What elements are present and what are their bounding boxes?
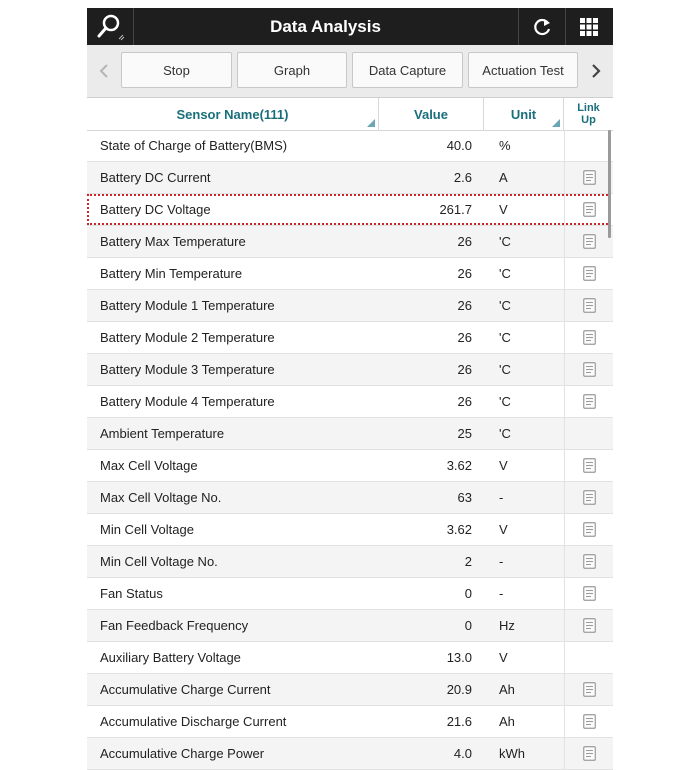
- column-header-unit-label: Unit: [510, 106, 537, 122]
- sensor-name: Max Cell Voltage No.: [100, 490, 222, 505]
- document-icon: [583, 682, 596, 697]
- sensor-name: Accumulative Charge Power: [100, 746, 265, 761]
- link-up-cell[interactable]: [564, 738, 613, 769]
- link-up-cell[interactable]: [564, 226, 613, 257]
- table-row[interactable]: [87, 386, 613, 418]
- sensor-unit: %: [499, 138, 511, 153]
- document-icon: [583, 266, 596, 281]
- sensor-name: Battery DC Voltage: [100, 202, 211, 217]
- sensor-value: 26: [457, 298, 472, 313]
- sort-icon: [552, 119, 560, 127]
- page-title: Data Analysis: [270, 17, 381, 36]
- sensor-value: 26: [457, 266, 472, 281]
- column-header-unit[interactable]: [484, 98, 564, 130]
- sensor-value: 26: [457, 394, 472, 409]
- sensor-name: Ambient Temperature: [100, 426, 225, 441]
- table-row[interactable]: [87, 354, 613, 386]
- sensor-name: Battery Module 2 Temperature: [100, 330, 275, 345]
- sensor-unit: 'C: [499, 234, 511, 249]
- link-up-cell[interactable]: [564, 546, 613, 577]
- table-row[interactable]: [87, 514, 613, 546]
- document-icon: [583, 394, 596, 409]
- sensor-unit: kWh: [499, 746, 525, 761]
- sensor-name: Fan Feedback Frequency: [100, 618, 249, 633]
- sensor-value: 2.6: [453, 170, 472, 185]
- sensor-value: 2: [464, 554, 472, 569]
- sensor-unit: -: [499, 586, 504, 601]
- column-header-value: [379, 98, 484, 130]
- document-icon: [583, 202, 596, 217]
- link-up-cell: [564, 642, 613, 673]
- document-icon: [583, 618, 596, 633]
- sensor-name: Battery Max Temperature: [100, 234, 246, 249]
- sensor-unit: 'C: [499, 426, 511, 441]
- sensor-value: 3.62: [446, 522, 472, 537]
- table-row[interactable]: [87, 578, 613, 610]
- chevron-left-icon: [98, 63, 110, 79]
- sensor-value: 26: [457, 234, 472, 249]
- sensor-value: 261.7: [439, 202, 472, 217]
- search-icon: [95, 12, 125, 42]
- link-up-cell[interactable]: [564, 482, 613, 513]
- document-icon: [583, 746, 596, 761]
- table-header: [87, 98, 613, 131]
- sensor-name: Accumulative Charge Current: [100, 682, 271, 697]
- sensor-name: Battery Module 1 Temperature: [100, 298, 275, 313]
- sensor-table: [87, 130, 613, 770]
- sensor-value: 26: [457, 330, 472, 345]
- column-header-link-line2: Up: [581, 114, 596, 126]
- sensor-value: 25: [457, 426, 472, 441]
- link-up-cell[interactable]: [564, 578, 613, 609]
- sensor-name: Accumulative Discharge Current: [100, 714, 287, 729]
- chevron-right-icon: [590, 63, 602, 79]
- sensor-value: 63: [457, 490, 472, 505]
- sensor-unit: V: [499, 202, 508, 217]
- link-up-cell: [564, 418, 613, 449]
- table-row[interactable]: [87, 322, 613, 354]
- column-header-link-line1: Link: [577, 102, 600, 114]
- sensor-unit: -: [499, 554, 504, 569]
- sensor-value: 3.62: [446, 458, 472, 473]
- column-header-value-label: Value: [414, 106, 448, 122]
- grid-icon: [579, 17, 599, 37]
- sensor-unit: Ah: [499, 682, 515, 697]
- sort-icon: [367, 119, 375, 127]
- link-up-cell[interactable]: [564, 194, 613, 225]
- sensor-name: Max Cell Voltage: [100, 458, 198, 473]
- refresh-button[interactable]: [518, 8, 566, 45]
- document-icon: [583, 330, 596, 345]
- link-up-cell[interactable]: [564, 674, 613, 705]
- sensor-name: State of Charge of Battery(BMS): [100, 138, 288, 153]
- link-up-cell[interactable]: [564, 162, 613, 193]
- document-icon: [583, 458, 596, 473]
- table-row[interactable]: [87, 546, 613, 578]
- sensor-value: 21.6: [446, 714, 472, 729]
- document-icon: [583, 490, 596, 505]
- sensor-name: Battery Module 3 Temperature: [100, 362, 275, 377]
- link-up-cell[interactable]: [564, 450, 613, 481]
- sensor-name: Battery Module 4 Temperature: [100, 394, 275, 409]
- sensor-unit: Hz: [499, 618, 515, 633]
- document-icon: [583, 586, 596, 601]
- link-up-cell[interactable]: [564, 290, 613, 321]
- sensor-value: 13.0: [446, 650, 472, 665]
- document-icon: [583, 298, 596, 313]
- column-header-link-up: [564, 98, 613, 130]
- sensor-name: Auxiliary Battery Voltage: [100, 650, 241, 665]
- sensor-name: Min Cell Voltage No.: [100, 554, 218, 569]
- table-row[interactable]: [87, 226, 613, 258]
- sensor-value: 0: [464, 618, 472, 633]
- document-icon: [583, 554, 596, 569]
- sensor-unit: 'C: [499, 330, 511, 345]
- menu-grid-button[interactable]: [565, 8, 613, 45]
- sensor-unit: V: [499, 522, 508, 537]
- link-up-cell[interactable]: [564, 706, 613, 737]
- sensor-unit: 'C: [499, 362, 511, 377]
- table-row[interactable]: [87, 258, 613, 290]
- sensor-value: 40.0: [446, 138, 472, 153]
- sensor-name: Battery Min Temperature: [100, 266, 243, 281]
- sensor-unit: -: [499, 490, 504, 505]
- search-button[interactable]: [87, 8, 134, 45]
- table-row[interactable]: [87, 642, 613, 674]
- data-capture-button[interactable]: Data Capture: [352, 52, 463, 88]
- sensor-name: Min Cell Voltage: [100, 522, 194, 537]
- sensor-unit: V: [499, 650, 508, 665]
- stop-button[interactable]: Stop: [121, 52, 232, 88]
- sensor-value: 26: [457, 362, 472, 377]
- link-up-cell[interactable]: [564, 386, 613, 417]
- table-row[interactable]: [87, 290, 613, 322]
- sensor-unit: 'C: [499, 266, 511, 281]
- column-header-sensor-name[interactable]: [87, 98, 379, 130]
- table-row[interactable]: [87, 610, 613, 642]
- table-row[interactable]: [87, 738, 613, 770]
- link-up-cell[interactable]: [564, 322, 613, 353]
- sensor-unit: V: [499, 458, 508, 473]
- document-icon: [583, 170, 596, 185]
- refresh-icon: [531, 16, 553, 38]
- toolbar: [87, 45, 613, 98]
- scroll-left-button[interactable]: [89, 45, 119, 97]
- app-window: [87, 8, 613, 761]
- header-bar: [87, 8, 613, 45]
- table-row[interactable]: [87, 162, 613, 194]
- link-up-cell: [564, 130, 613, 161]
- sensor-unit: Ah: [499, 714, 515, 729]
- document-icon: [583, 362, 596, 377]
- link-up-cell[interactable]: [564, 610, 613, 641]
- graph-button[interactable]: Graph: [237, 52, 347, 88]
- sensor-value: 0: [464, 586, 472, 601]
- link-up-cell[interactable]: [564, 354, 613, 385]
- table-row[interactable]: [87, 130, 613, 162]
- sensor-unit: 'C: [499, 298, 511, 313]
- document-icon: [583, 234, 596, 249]
- link-up-cell[interactable]: [564, 258, 613, 289]
- link-up-cell[interactable]: [564, 514, 613, 545]
- table-row[interactable]: [87, 674, 613, 706]
- scroll-right-button[interactable]: [581, 45, 611, 97]
- sensor-name: Fan Status: [100, 586, 163, 601]
- actuation-test-button[interactable]: Actuation Test: [468, 52, 578, 88]
- sensor-unit: A: [499, 170, 508, 185]
- table-row[interactable]: [87, 418, 613, 450]
- table-row[interactable]: [87, 450, 613, 482]
- table-row[interactable]: [87, 706, 613, 738]
- column-header-sensor-label: Sensor Name(111): [176, 106, 289, 122]
- document-icon: [583, 522, 596, 537]
- sensor-value: 4.0: [453, 746, 472, 761]
- scrollbar[interactable]: [608, 130, 611, 238]
- sensor-value: 20.9: [446, 682, 472, 697]
- table-row[interactable]: [87, 482, 613, 514]
- sensor-unit: 'C: [499, 394, 511, 409]
- document-icon: [583, 714, 596, 729]
- sensor-name: Battery DC Current: [100, 170, 211, 185]
- table-row[interactable]: [87, 194, 613, 226]
